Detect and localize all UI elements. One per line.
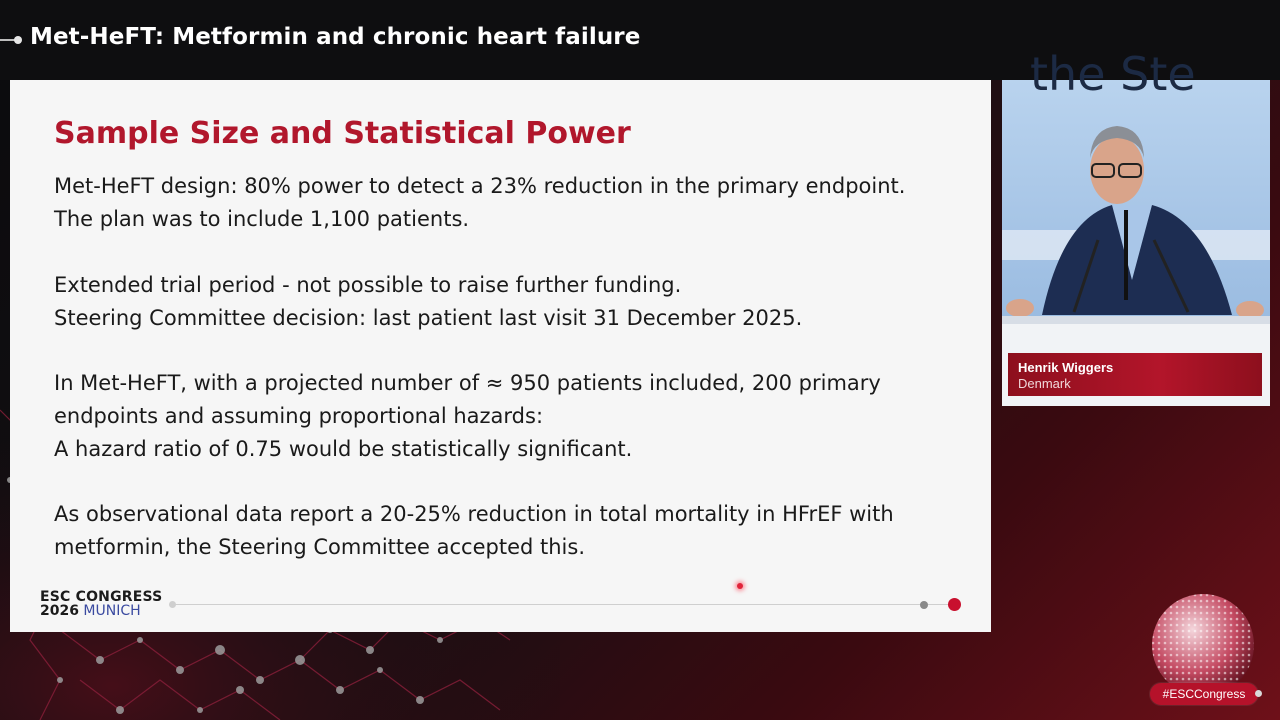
slide-text-line: In Met-HeFT, with a projected number of ≈ 950 patients included, 200 primary <box>54 371 881 395</box>
slide-text-line: metformin, the Steering Committee accepted this. <box>54 535 585 559</box>
esc-congress-logo <box>40 590 162 619</box>
slide-progress-track <box>172 604 954 605</box>
hashtag-badge: #ESCCongress <box>1150 683 1258 705</box>
slide-paragraph <box>54 269 802 335</box>
slide-text-line: Met-HeFT design: 80% power to detect a 23% reduction in the primary endpoint. <box>54 174 906 198</box>
presentation-slide <box>10 80 991 632</box>
logo-line2 <box>40 604 162 619</box>
slide-text-line: The plan was to include 1,100 patients. <box>54 207 470 231</box>
session-title: Met-HeFT: Metformin and chronic heart failure <box>30 24 641 50</box>
slide-heading: Sample Size and Statistical Power <box>54 116 631 151</box>
logo-year: 2026 <box>40 603 79 619</box>
slide-text-line: endpoints and assuming proportional hazards: <box>54 404 544 428</box>
hashtag-dot <box>1255 690 1262 697</box>
progress-start-dot <box>169 601 176 608</box>
progress-marker-dot <box>920 601 928 609</box>
logo-city: MUNICH <box>83 603 141 619</box>
speaker-name: Henrik Wiggers <box>1018 360 1114 375</box>
slide-paragraph <box>54 367 881 466</box>
slide-text-line: As observational data report a 20-25% reduction in total mortality in HFrEF with <box>54 502 894 526</box>
speaker-name-tag <box>1008 353 1262 396</box>
title-bar-dot <box>14 36 22 44</box>
slide-text-line: Steering Committee decision: last patient last visit 31 December 2025. <box>54 306 803 330</box>
speaker-country: Denmark <box>1018 376 1071 391</box>
logo-line1: ESC CONGRESS <box>40 589 163 605</box>
slide-paragraph <box>54 498 894 564</box>
laser-pointer-dot <box>737 583 743 589</box>
slide-text-line: A hazard ratio of 0.75 would be statistically significant. <box>54 437 633 461</box>
slide-text-line: Extended trial period - not possible to raise further funding. <box>54 273 682 297</box>
progress-end-dot <box>948 598 961 611</box>
slide-paragraph <box>54 170 905 236</box>
video-backdrop-text: the Ste <box>1030 47 1196 101</box>
